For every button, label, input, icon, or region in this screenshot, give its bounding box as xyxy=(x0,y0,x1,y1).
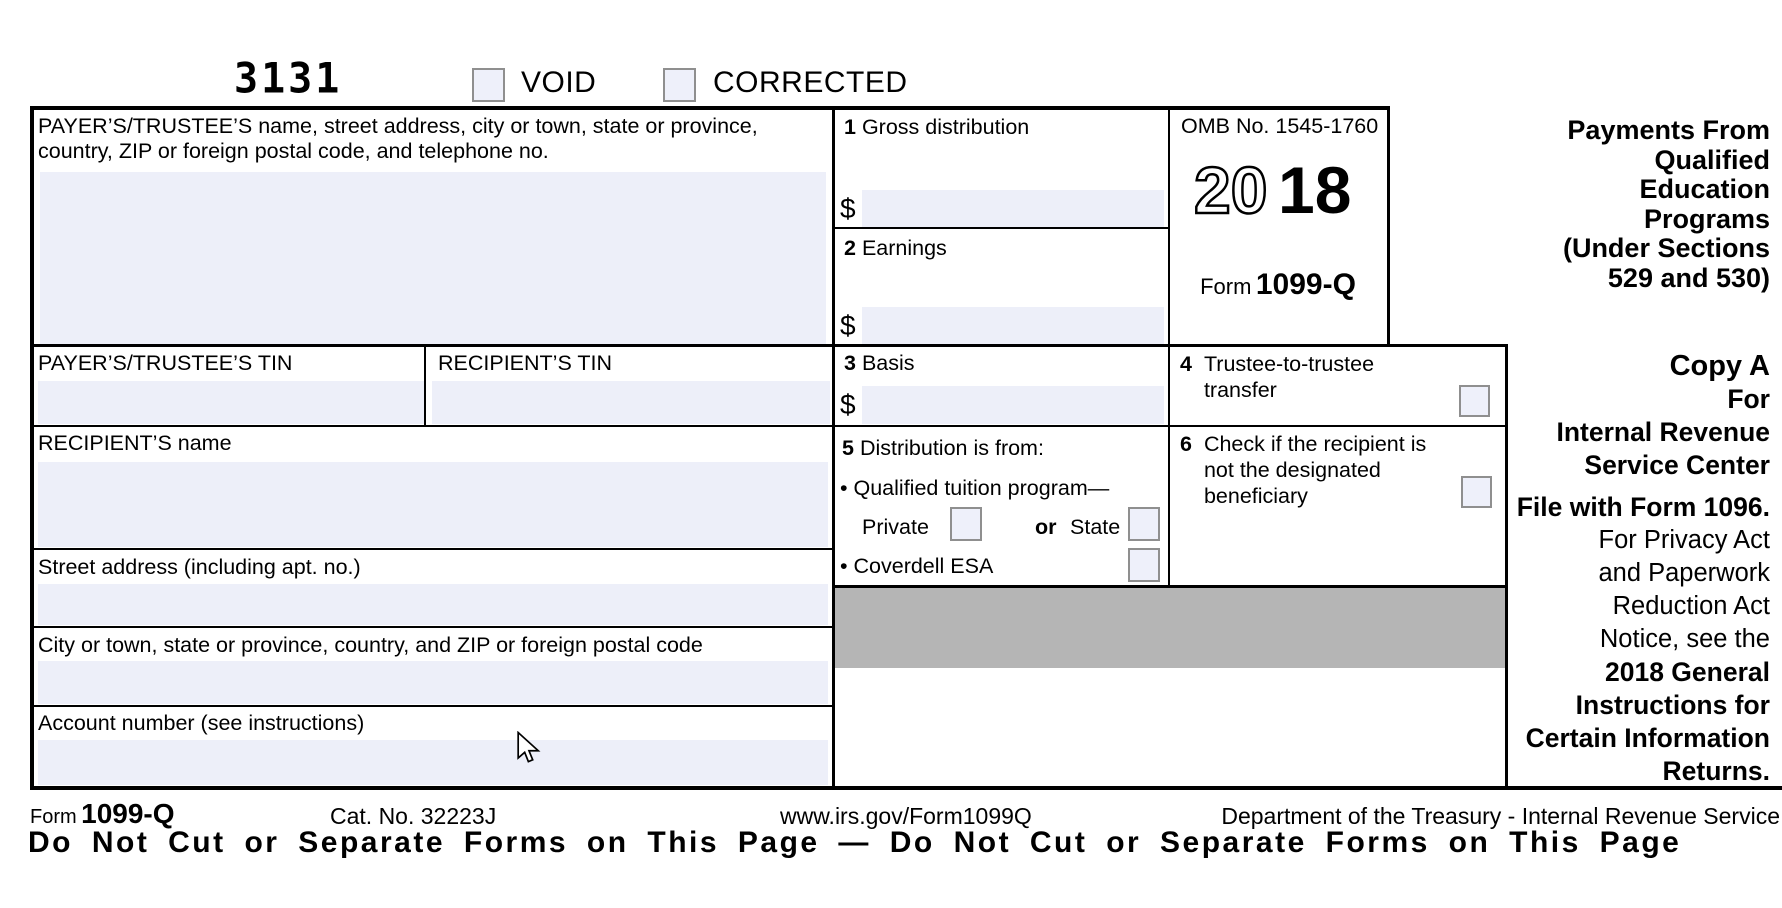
print-code: 3131 xyxy=(234,54,343,104)
divider xyxy=(30,425,1508,427)
box1-amount-field[interactable] xyxy=(862,190,1164,227)
payer-info-field[interactable] xyxy=(40,172,826,344)
irs-url[interactable]: www.irs.gov/Form1099Q xyxy=(780,803,1032,829)
divider xyxy=(30,106,1390,110)
box6-label: 6 Check if the recipient is not the designated beneficiary xyxy=(1180,432,1427,508)
box5-state-label: State xyxy=(1070,515,1121,539)
account-number-label: Account number (see instructions) xyxy=(38,711,365,735)
divider xyxy=(30,344,1508,347)
box5-coverdell-bullet: • Coverdell ESA xyxy=(840,554,994,578)
divider xyxy=(1168,106,1170,587)
do-not-cut-banner: Do Not Cut or Separate Forms on This Page — Do Not Cut or Separate Forms on This Page xyxy=(28,826,1682,859)
divider xyxy=(30,626,834,628)
year-outline: 20 xyxy=(1194,153,1268,227)
corrected-checkbox[interactable] xyxy=(663,68,696,102)
recipient-name-field[interactable] xyxy=(38,462,828,547)
void-checkbox[interactable] xyxy=(472,68,505,102)
copy-a-column: Copy A For Internal Revenue Service Center File with Form 1096. For Privacy Act and Paperwork Reduction Act Notice, see the 2018 General Instructions for Certain Information Returns. xyxy=(1516,350,1770,786)
box5-coverdell-checkbox[interactable] xyxy=(1128,548,1160,582)
box4-transfer-checkbox[interactable] xyxy=(1459,385,1490,417)
box5-state-checkbox[interactable] xyxy=(1128,507,1160,541)
box1-dollar-sign: $ xyxy=(840,193,856,224)
treasury-department-label: Department of the Treasury - Internal Revenue Service xyxy=(1221,803,1780,829)
divider xyxy=(30,705,834,707)
city-label: City or town, state or province, country, and ZIP or foreign postal code xyxy=(38,633,703,657)
tax-year xyxy=(1192,150,1372,230)
form-word: Form xyxy=(1200,274,1252,299)
divider xyxy=(30,106,34,790)
box4-label: 4 Trustee-to-trustee transfer xyxy=(1180,352,1375,402)
corrected-label: CORRECTED xyxy=(713,66,908,99)
box5-label: 5 Distribution is from: xyxy=(842,436,1044,460)
shaded-cell xyxy=(835,588,1505,668)
recipient-tin-field[interactable] xyxy=(432,381,830,424)
divider xyxy=(832,106,835,790)
account-number-field[interactable] xyxy=(38,740,828,785)
box2-dollar-sign: $ xyxy=(840,310,856,341)
form-number: 1099-Q xyxy=(1255,268,1356,301)
box3-amount-field[interactable] xyxy=(862,386,1164,424)
form-title: Payments From Qualified Education Programs (Under Sections 529 and 530) xyxy=(1562,115,1770,293)
payer-info-label: PAYER’S/TRUSTEE’S name, street address, city or town, state or province, country, ZIP or foreign postal code, and telephone no. xyxy=(38,114,758,163)
divider xyxy=(30,548,834,550)
recipient-name-label: RECIPIENT’S name xyxy=(38,431,232,455)
divider xyxy=(1505,344,1508,790)
box5-private-checkbox[interactable] xyxy=(950,507,982,541)
box3-dollar-sign: $ xyxy=(840,389,856,420)
payer-tin-label: PAYER’S/TRUSTEE’S TIN xyxy=(38,351,293,375)
footer-form-number: Form 1099-Q xyxy=(30,798,175,829)
divider xyxy=(424,344,426,427)
box5-or-label: or xyxy=(1035,515,1057,539)
catalog-number: Cat. No. 32223J xyxy=(330,803,497,829)
box2-amount-field[interactable] xyxy=(862,307,1164,344)
box1-number: 1 xyxy=(844,115,856,139)
omb-number: OMB No. 1545-1760 xyxy=(1181,114,1379,138)
street-address-label: Street address (including apt. no.) xyxy=(38,555,361,579)
box3-label: 3 Basis xyxy=(844,351,915,375)
divider xyxy=(832,227,1168,229)
box5-private-label: Private xyxy=(862,515,929,539)
city-field[interactable] xyxy=(38,661,828,704)
payer-tin-field[interactable] xyxy=(38,381,424,424)
year-solid: 18 xyxy=(1278,153,1352,227)
mouse-cursor-icon xyxy=(516,731,542,765)
form-number-block xyxy=(1168,268,1388,302)
street-address-field[interactable] xyxy=(38,584,828,625)
box2-label: 2 Earnings xyxy=(844,236,947,260)
recipient-tin-label: RECIPIENT’S TIN xyxy=(438,351,613,375)
box5-qtp-bullet: • Qualified tuition program— xyxy=(840,476,1110,500)
box1-label: 1 Gross distribution xyxy=(844,115,1030,139)
void-label: VOID xyxy=(521,66,597,99)
box6-beneficiary-checkbox[interactable] xyxy=(1461,476,1492,508)
